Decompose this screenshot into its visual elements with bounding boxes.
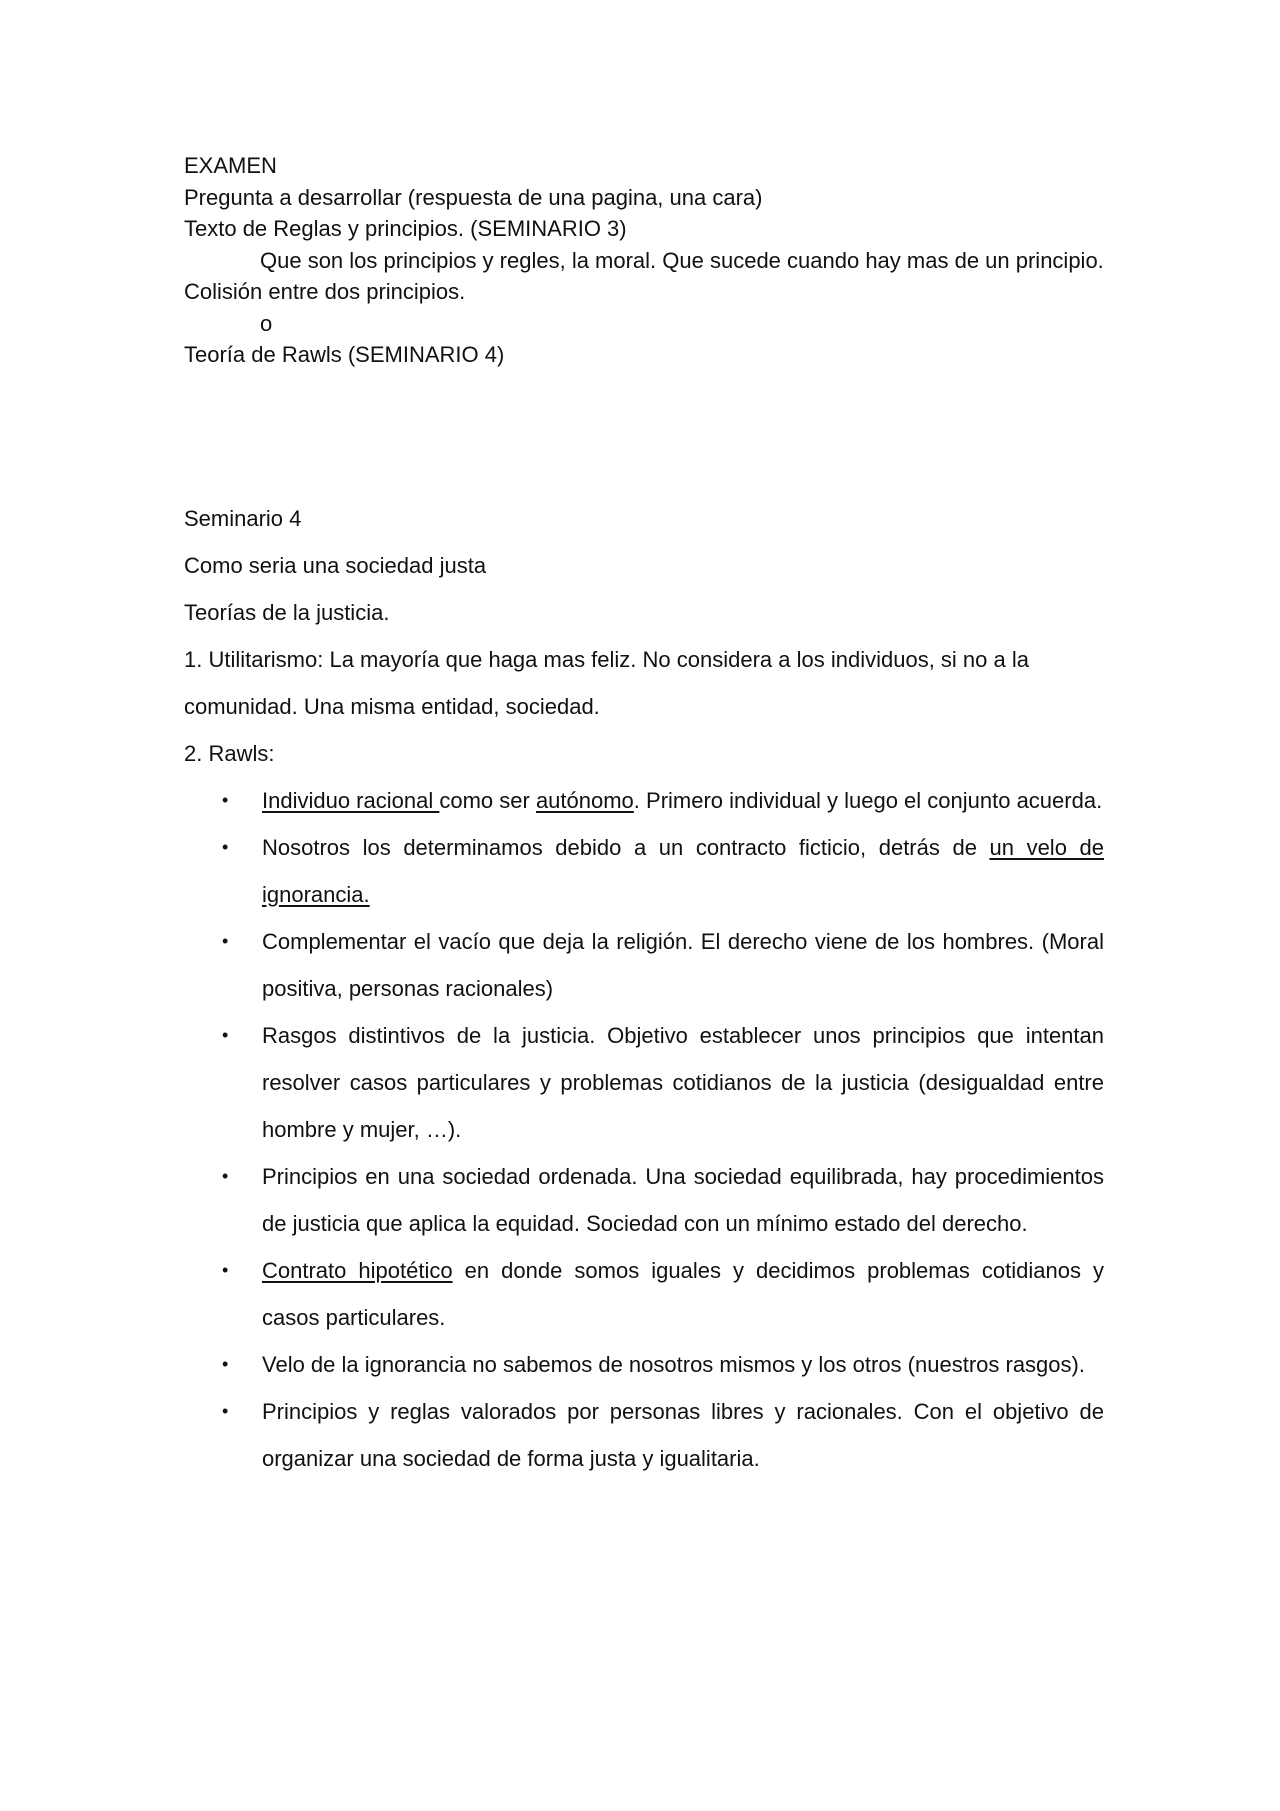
bullet-text: Principios en una sociedad ordenada. Una sociedad equilibrada, hay procedimientos de justicia que aplica la equidad. Sociedad con un mínimo estado del derecho. <box>262 1163 1104 1236</box>
bullet-icon: • <box>222 1165 229 1186</box>
exam-or: o <box>260 310 273 336</box>
underlined-text: autónomo <box>535 787 634 813</box>
list-item <box>184 777 1104 824</box>
theories-heading: Teorías de la justicia. <box>184 599 390 625</box>
underlined-text: Contrato hipotético <box>262 1257 453 1283</box>
exam-heading: EXAMEN <box>184 153 277 178</box>
bullet-icon: • <box>222 1353 229 1374</box>
list-item <box>184 1388 1104 1482</box>
bullet-icon: • <box>222 836 229 857</box>
bullet-icon: • <box>222 1024 229 1045</box>
underlined-text: Individuo racional <box>262 787 440 813</box>
exam-alternative: Teoría de Rawls (SEMINARIO 4) <box>184 342 505 367</box>
bullet-text: en donde somos iguales y decidimos problemas cotidianos y casos particulares. <box>262 1257 1105 1330</box>
list-item <box>184 1153 1104 1247</box>
document-body <box>184 150 1104 1482</box>
exam-question: Pregunta a desarrollar (respuesta de una pagina, una cara) <box>184 184 763 210</box>
list-item <box>184 1012 1104 1153</box>
bullet-text: como ser <box>439 787 536 813</box>
theory-utilitarismo: 1. Utilitarismo: La mayoría que haga mas feliz. No considera a los individuos, si no a la comunidad. Una misma entidad, sociedad. <box>184 646 1029 719</box>
list-item <box>184 824 1104 918</box>
rawls-bullet-list <box>184 777 1104 1482</box>
list-item <box>184 1341 1104 1388</box>
section-gap <box>184 371 1104 495</box>
bullet-text: Complementar el vacío que deja la religión. El derecho viene de los hombres. (Moral positiva, personas racionales) <box>262 928 1104 1001</box>
bullet-text: . Primero individual y luego el conjunto acuerda. <box>633 787 1103 813</box>
bullet-icon: • <box>222 789 229 810</box>
bullet-text: Principios y reglas valorados por personas libres y racionales. Con el objetivo de organizar una sociedad de forma justa y igualitaria. <box>262 1398 1104 1471</box>
seminar-subtitle: Como seria una sociedad justa <box>184 552 487 578</box>
seminar-section <box>184 495 1104 1482</box>
bullet-text: Velo de la ignorancia no sabemos de nosotros mismos y los otros (nuestros rasgos). <box>262 1351 1085 1377</box>
exam-description: Que son los principios y regles, la moral. Que sucede cuando hay mas de un principio. Colisión entre dos principios. <box>184 247 1104 304</box>
exam-section <box>184 150 1104 371</box>
theory-rawls: 2. Rawls: <box>184 740 275 766</box>
underlined-text: un velo de ignorancia. <box>262 834 1104 907</box>
seminar-title: Seminario 4 <box>184 505 302 531</box>
exam-text-source: Texto de Reglas y principios. (SEMINARIO 3) <box>184 216 627 241</box>
bullet-text: Nosotros los determinamos debido a un contracto ficticio, detrás de <box>262 834 990 860</box>
bullet-icon: • <box>222 1400 229 1421</box>
list-item <box>184 1247 1104 1341</box>
bullet-text: Rasgos distintivos de la justicia. Objetivo establecer unos principios que intentan resolver casos particulares y problemas cotidianos de la justicia (desigualdad entre hombre y mujer, …). <box>262 1022 1104 1142</box>
bullet-icon: • <box>222 1259 229 1280</box>
bullet-icon: • <box>222 930 229 951</box>
list-item <box>184 918 1104 1012</box>
